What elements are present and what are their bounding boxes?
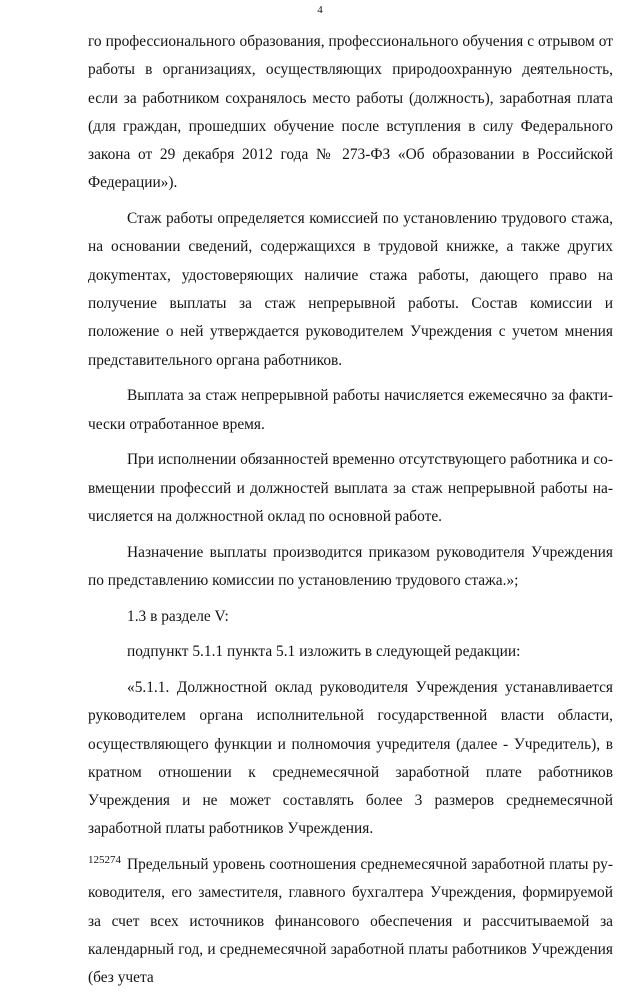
page-number: 4 — [317, 4, 323, 16]
paragraph-section-v: 1.3 в разделе V: — [127, 607, 229, 625]
paragraph-salary-clause: «5.1.1. Должностной оклад руководителя Учреждения устанавливается руководителем органа исполнительной государственной власти области, осуществляющего функции и полномочия учредителя (далее - Учредитель), в кратном отношении к среднемесячной заработной плате работников Учреждения и не может составлять более 3 размеров среднемесячной заработной платы работников Учреждения. — [88, 678, 613, 838]
paragraph-payment-order: Назначение выплаты производится приказом руководителя Учреждения по представлению комиссии по установлению трудового стажа.»; — [88, 543, 613, 589]
paragraph-continuation: го профессионального образования, профессионального обучения с отрывом от работы в организациях, осуществляющих природоохранную деятельность, если за работником сохранялось место работы (должность), заработная плата (для граждан, прошедших обучение после вступления в силу Федерального закона от 29 декабря 2012 года № 273-ФЗ «Об образовании в Российской Федерации»). — [88, 33, 613, 192]
document-code: 125274 — [88, 854, 121, 866]
paragraph-seniority-commission: Стаж работы определяется комиссией по установлению трудового стажа, на основании сведений, содержащихся в трудовой книжке, а также других докуmентах, удостоверяющих наличие стажа работы, дающего право на получение выплаты за стаж непрерывной работы. Состав комиссии и положение о ней утверждается руководителем Учреждения с учетом мнения представительного органа работников. — [88, 210, 613, 369]
paragraph-subclause-intro: подпункт 5.1.1 пункта 5.1 изложить в следующей редакции: — [127, 643, 521, 661]
paragraph-monthly-payment: Выплата за стаж непрерывной работы начисляется ежемесячно за фактически отработанное время. — [88, 387, 613, 433]
paragraph-temporary-duties: При исполнении обязанностей временно отсутствующего работника и совмещении профессий и должностей выплата за стаж непрерывной работы начисляется на должностной оклад по основной работе. — [88, 451, 613, 525]
paragraph-salary-ratio: Предельный уровень соотношения среднемесячной заработной платы руководителя, его заместителя, главного бухгалтера Учреждения, формируемой за счет всех источников финансового обеспечения и рассчитываемой за календарный год, и среднемесячной заработной платы работников Учреждения (без учета — [88, 856, 613, 987]
document-body — [88, 28, 613, 993]
